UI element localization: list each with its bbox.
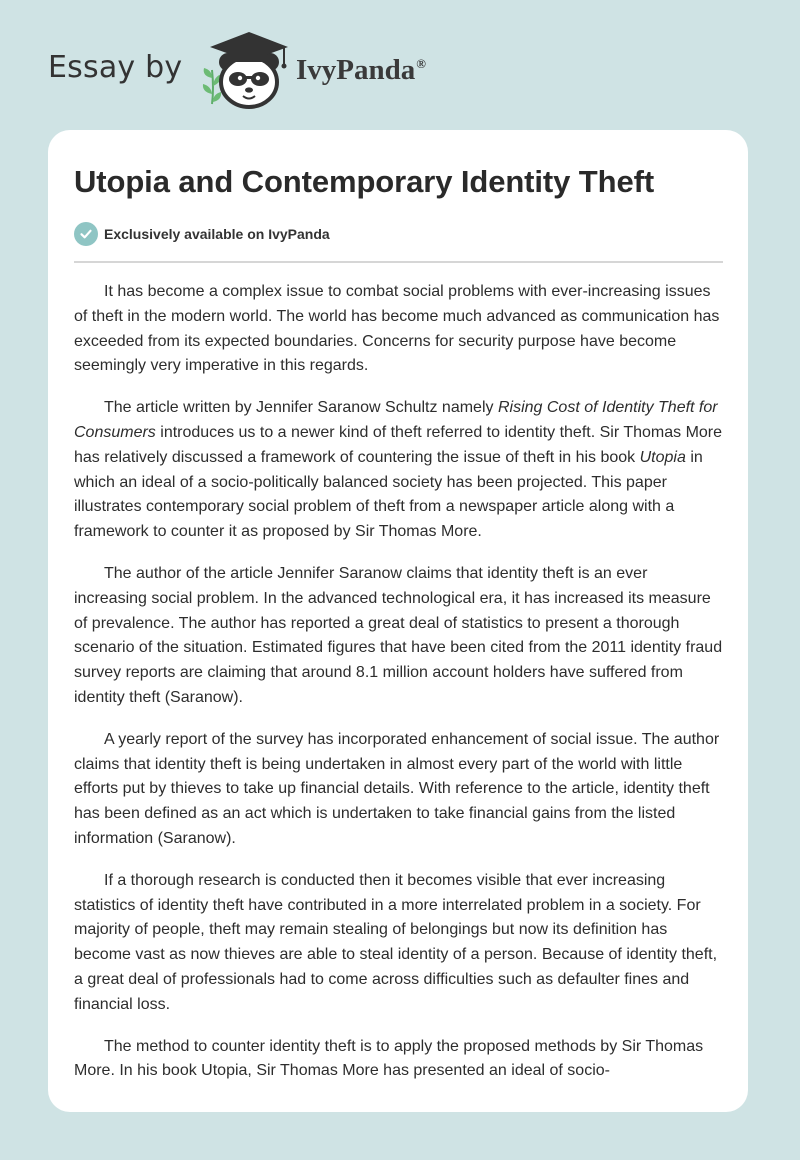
exclusive-badge [74,222,330,246]
trademark-symbol: ® [416,56,426,72]
essay-by-label: Essay by [48,50,183,85]
essay-paragraph [74,869,724,1018]
paragraph-text: The article written by Jennifer Saranow Schultz namely [104,399,498,417]
checkmark-icon [74,222,98,246]
exclusive-label: Exclusively available on IvyPanda [104,226,330,242]
paragraph-text: It has become a complex issue to combat social problems with ever-increasing issues of theft in the modern world. The world has become much advanced as communication has exceeded from its expected boundaries. Concerns for security purpose have become seemingly very imperative in this regards. [74,283,720,375]
site-header [0,0,800,130]
panda-logo-icon[interactable] [198,30,294,114]
divider [74,261,723,263]
brand-name[interactable]: IvyPanda® [296,54,426,86]
paragraph-text: A yearly report of the survey has incorporated enhancement of social issue. The author claims that identity theft is being undertaken in almost every part of the world with little efforts put by thieves to take up financial details. With reference to the article, identity theft has been defined as an act which is undertaken to take financial gains from the listed information (Saranow). [74,730,720,847]
essay-card [48,130,748,1112]
essay-paragraph [74,1035,724,1085]
italic-title: Utopia [639,448,686,466]
paragraph-text: The method to counter identity theft is to apply the proposed methods by Sir Thomas More. In his book Utopia, Sir Thomas More has presented an ideal of socio- [74,1037,704,1080]
essay-paragraph [74,562,724,711]
paragraph-text: The author of the article Jennifer Saranow claims that identity theft is an ever increasing social problem. In the advanced technological era, it has increased its measure of prevalence. The author has reported a great deal of statistics to present a thorough scenario of the situation. Estimated figures that have been cited from the 2011 identity fraud survey reports are claiming that around 8.1 million account holders have suffered from identity theft (Saranow). [74,564,723,706]
italic-title: Rising Cost of Identity Theft for Consumers [74,399,718,441]
paragraph-text: in which an ideal of a socio-politically balanced society has been projected. This paper illustrates contemporary social problem of theft from a newspaper article along with a framework to counter it as proposed by Sir Thomas More. [74,448,703,541]
essay-paragraph [74,396,724,545]
essay-paragraph [74,728,724,852]
essay-paragraph [74,280,724,379]
paragraph-text: introduces us to a newer kind of theft referred to identity theft. Sir Thomas More has relatively discussed a framework of countering the issue of theft in his book [74,423,723,466]
page-title: Utopia and Contemporary Identity Theft [74,164,655,199]
paragraph-text: If a thorough research is conducted then it becomes visible that ever increasing statistics of identity theft have contributed in a more interrelated problem in a society. For majority of people, theft may remain stealing of belongings but now its definition has become vast as now thieves are able to steal identity of a person. Because of identity theft, a great deal of professionals had to come across difficulties such as defaulter fines and financial loss. [74,871,718,1013]
essay-body [74,280,724,1101]
